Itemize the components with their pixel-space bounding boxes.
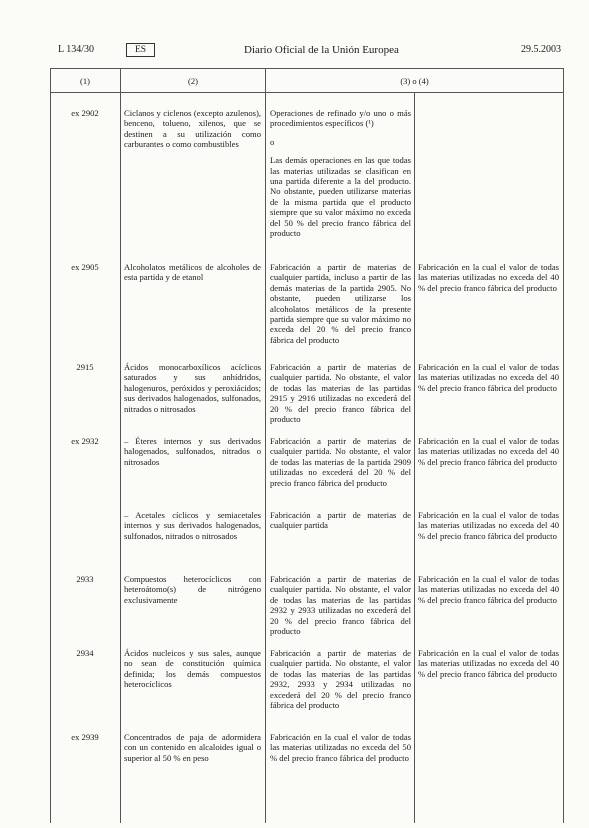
heading-code: ex 2902 xyxy=(71,108,99,118)
heading-code: ex 2932 xyxy=(71,436,99,446)
table-top-border xyxy=(50,68,564,69)
alternative-rule: Fabricación en la cual el valor de todas las materias utilizadas no exceda del 40 % del precio franco fábrica del producto xyxy=(418,648,559,679)
working-rule: Fabricación a partir de materias de cualquier partida. No obstante, el valor de todas las materias de las partidas 2932 y 2933 utilizadas no excederá del 20 % del precio franco fábrica del producto xyxy=(270,574,411,637)
page-header xyxy=(0,44,589,60)
table-right-border xyxy=(563,68,564,823)
rule-alternative-text: Las demás operaciones en las que todas las materias utilizadas se clasifican en una partida diferente a la del producto. No obstante, pueden utilizarse materias de la misma partida que el producto siempre que su valor máximo no exceda del 50 % del precio franco fábrica del producto xyxy=(270,155,411,239)
column-header-3-4: (3) o (4) xyxy=(400,76,429,86)
publication-date: 29.5.2003 xyxy=(521,44,561,55)
rule-text: Operaciones de refinado y/o uno o más procedimientos específicos (¹) xyxy=(270,108,411,129)
product-description: Ácidos monocarboxílicos acíclicos saturados y sus anhídridos, halogenuros, peróxidos y peroxiácidos; sus derivados halogenados, sulfonados, nitrados o nitrosados xyxy=(124,362,261,414)
column-divider-3 xyxy=(414,92,415,823)
heading-code: ex 2905 xyxy=(71,262,99,272)
working-rule: Fabricación a partir de materias de cualquier partida, incluso a partir de las demás materias de la partida 2905. No obstante, pueden utilizarse los alcoholatos metálicos de la presente partida siempre que su valor máximo no exceda del 20 % del precio franco fábrica del producto xyxy=(270,262,411,345)
working-rule: Fabricación a partir de materias de cualquier partida. No obstante, el valor de todas las materias de las partidas 2932, 2933 y 2934 utilizadas no excederá del 20 % del precio franco fábrica del producto xyxy=(270,648,411,711)
journal-reference: L 134/30 xyxy=(58,44,95,55)
alternative-rule: Fabricación en la cual el valor de todas las materias utilizadas no exceda del 40 % del precio franco fábrica del producto xyxy=(418,436,559,467)
column-header-1: (1) xyxy=(80,76,90,86)
heading-code: 2933 xyxy=(76,574,94,584)
product-description: Ácidos nucleicos y sus sales, aunque no sean de constitución química definida; los demás compuestos heterocíclicos xyxy=(124,648,261,690)
alternative-rule: Fabricación en la cual el valor de todas las materias utilizadas no exceda del 40 % del precio franco fábrica del producto xyxy=(418,262,559,293)
alternative-rule: Fabricación en la cual el valor de todas las materias utilizadas no exceda del 40 % del precio franco fábrica del producto xyxy=(418,510,559,541)
product-description: Concentrados de paja de adormidera con un contenido en alcaloides igual o superior al 50 % en peso xyxy=(124,732,261,763)
language-badge: ES xyxy=(126,43,155,57)
heading-code: 2934 xyxy=(76,648,94,658)
heading-code: 2915 xyxy=(76,362,94,372)
working-rule: Fabricación a partir de materias de cualquier partida. No obstante, el valor de todas las materias de las partidas 2915 y 2916 utilizadas no excederá del 20 % del precio franco fábrica del producto xyxy=(270,362,411,425)
product-description: – Acetales cíclicos y semiacetales internos y sus derivados halogenados, sulfonados, nitrados o nitrosados xyxy=(124,510,261,541)
working-rule: Fabricación a partir de materias de cualquier partida xyxy=(270,510,411,531)
column-header-2: (2) xyxy=(188,76,198,86)
alternative-rule: Fabricación en la cual el valor de todas las materias utilizadas no exceda del 40 % del precio franco fábrica del producto xyxy=(418,362,559,393)
rule-or: o xyxy=(270,136,275,147)
product-description: Compuestos heterocíclicos con heteroátomo(s) de nitrógeno exclusivamente xyxy=(124,574,261,605)
journal-title: Diario Oficial de la Unión Europea xyxy=(244,44,399,56)
product-description: Alcoholatos metálicos de alcoholes de esta partida y de etanol xyxy=(124,262,261,283)
product-description: – Éteres internos y sus derivados halogenados, sulfonados, nitrados o nitrosados xyxy=(124,436,261,467)
working-rule xyxy=(270,108,411,238)
working-rule: Fabricación en la cual el valor de todas las materias utilizadas no exceda del 50 % del precio franco fábrica del producto xyxy=(270,732,411,763)
alternative-rule: Fabricación en la cual el valor de todas las materias utilizadas no exceda del 40 % del precio franco fábrica del producto xyxy=(418,574,559,605)
table-header-border xyxy=(50,92,564,93)
heading-code: ex 2939 xyxy=(71,732,99,742)
column-divider-1 xyxy=(120,68,121,823)
column-divider-2 xyxy=(265,68,266,823)
rules-table xyxy=(50,68,564,823)
product-description: Ciclanos y ciclenos (excepto azulenos), benceno, tolueno, xilenos, que se destinen a su utilización como carburantes o como combustibles xyxy=(124,108,261,150)
working-rule: Fabricación a partir de materias de cualquier partida. No obstante, el valor de todas las materias de la partida 2909 utilizadas no excederá del 20 % del precio franco fábrica del producto xyxy=(270,436,411,488)
